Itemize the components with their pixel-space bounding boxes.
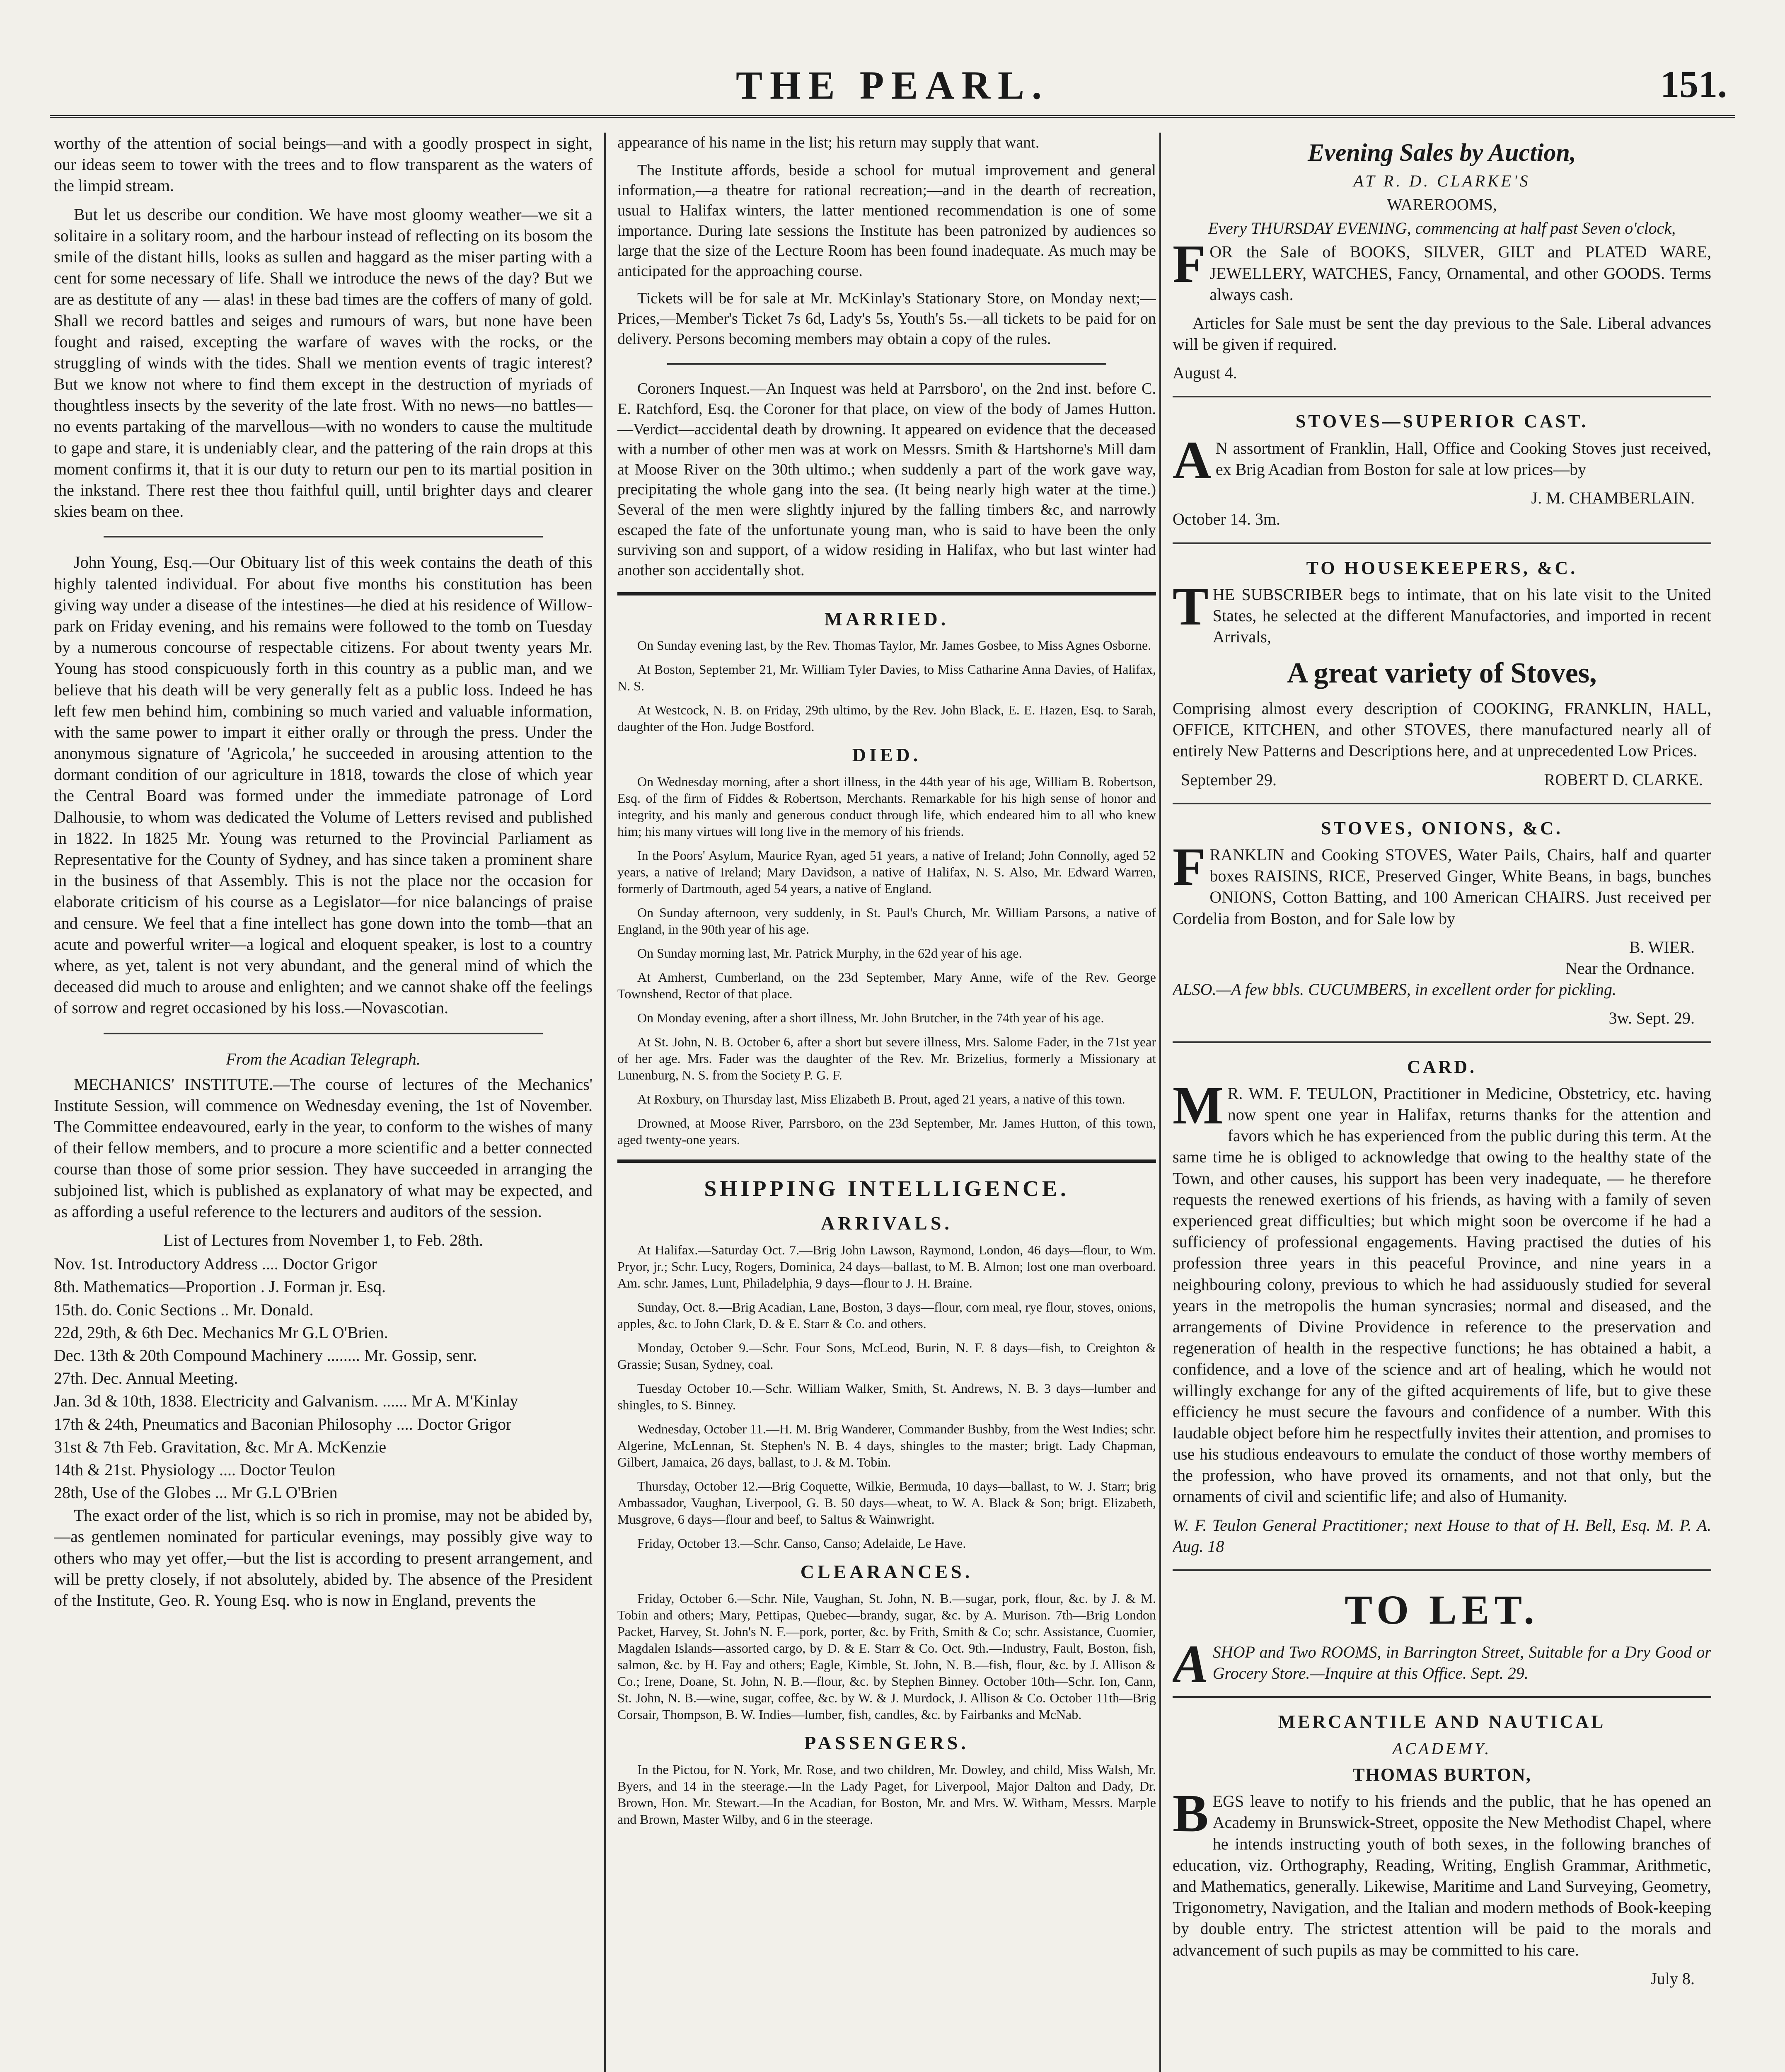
- shipping-item: Thursday, October 12.—Brig Coquette, Wilkie, Bermuda, 10 days—ballast, to W. J. Starr; brig Ambassador, Vaughan, Liverpool, G. B. 50 days—wheat, to W. A. Black & Son; brigt. Elizabeth, Musgrove, 6 days—flour and beef, to Saltus & Wainwright.: [617, 1479, 1156, 1527]
- died-list: [617, 773, 1156, 1148]
- shipping-item: Wednesday, October 11.—H. M. Brig Wanderer, Commander Bushby, from the West Indies; schr. Algerine, McLennan, St. Stephen's N. B. 4 days, shingles to the master; brigt. Lady Chapman, Gilbert, Jamaica, 26 days, ballast, to J. & M. Tobin.: [617, 1421, 1156, 1470]
- onions-also: ALSO.—A few bbls. CUCUMBERS, in excellent order for pickling.: [1173, 980, 1616, 999]
- card-ad: [1173, 1055, 1711, 1557]
- housekeepers-body: THE SUBSCRIBER begs to intimate, that on his late visit to the United States, he selected at the different Manufactories, and imported in recent Arrivals,: [1173, 576, 1711, 646]
- housekeepers-date: September 29.: [1181, 770, 1277, 789]
- housekeepers-ad: [1173, 557, 1711, 790]
- column-divider: [1159, 133, 1161, 2072]
- separator: [1173, 1041, 1711, 1043]
- article-paragraph: Tickets will be for sale at Mr. McKinlay's Stationary Store, on Monday next;—Prices,—Member's Ticket 7s 6d, Lady's 5s, Youth's 5s.—all tickets to be paid for on delivery. Persons becoming members may obtain a copy of the rules.: [617, 290, 1156, 348]
- lecture-item: 17th & 24th, Pneumatics and Baconian Philosophy .... Doctor Grigor: [54, 1414, 512, 1433]
- masthead: [50, 62, 1735, 124]
- academy-name: THOMAS BURTON,: [1352, 1764, 1531, 1785]
- auction-ad: [1173, 137, 1711, 383]
- lecture-item: 14th & 21st. Physiology .... Doctor Teulon: [54, 1460, 336, 1479]
- notice-item: On Monday evening, after a short illness, Mr. John Brutcher, in the 74th year of his age.: [637, 1010, 1104, 1026]
- academy-ad: [1173, 1710, 1711, 1989]
- lecture-list-title: List of Lectures from November 1, to Feb. 28th.: [163, 1231, 484, 1249]
- separator: [1173, 542, 1711, 544]
- separator: [1173, 1569, 1711, 1571]
- column-1: [54, 133, 593, 2072]
- onions-body: FRANKLIN and Cooking STOVES, Water Pails, Chairs, half and quarter boxes RAISINS, RICE, Preserved Ginger, White Beans, in bags, bunches ONIONS, Cotton Batting, and 100 American CHAIRS. Just received per Cordelia from Boston, and for Sale low by: [1173, 837, 1711, 928]
- to-let-heading: TO LET.: [1345, 1587, 1539, 1633]
- onions-address: Near the Ordnance.: [1565, 959, 1695, 978]
- separator: [1173, 803, 1711, 804]
- notice-item: On Sunday afternoon, very suddenly, in St. Paul's Church, Mr. William Parsons, a native of England, in the 90th year of his age.: [617, 905, 1156, 937]
- section-heading-died: DIED.: [852, 744, 922, 766]
- onions-heading: STOVES, ONIONS, &C.: [1321, 818, 1563, 838]
- masthead-rule: [50, 115, 1735, 118]
- auction-date: August 4.: [1173, 363, 1237, 382]
- section-heading-passengers: PASSENGERS.: [804, 1732, 969, 1754]
- column-divider: [604, 133, 606, 2072]
- auction-body: Articles for Sale must be sent the day previous to the Sale. Liberal advances will be given if required.: [1173, 313, 1711, 354]
- mechanics-institute-article: MECHANICS' INSTITUTE.—The course of lectures of the Mechanics' Institute Session, will commence on Wednesday evening, the 1st of November. The Committee endeavoured, early in the year, to conform to the wishes of many of their fellow members, and to procure a more scientific and a better connected course than those of some prior session. They have succeeded in arranging the subjoined list, which is published as explanatory of what may be expected, and as affording a useful reference to the lecturers and auditors of the session.: [54, 1075, 593, 1221]
- shipping-item: Sunday, Oct. 8.—Brig Acadian, Lane, Boston, 3 days—flour, corn meal, rye flour, stoves, onions, apples, &c. to John Clark, D. & E. Starr & Co. and others.: [617, 1300, 1156, 1331]
- obituary-young: John Young, Esq.—Our Obituary list of this week contains the death of this highly talented individual. For about five months his constitution has been giving way under a disease of the intestines—he died at his residence of Willow-park on Friday evening, and his remains were followed to the tomb on Tuesday by a numerous concourse of respectable citizens. For about twenty years Mr. Young has stood conspicuously forth in this country as a public man, and we believe that his death will be very generally felt as a public loss. Indeed he has left few men behind him, combining so much varied and valuable information, with the same power to impart it either orally or through the press. Under the anonymous signature of 'Agricola,' he succeeded in arousing attention to the dormant condition of our agriculture in 1818, towards the close of which year the Central Board was formed under the immediate patronage of Lord Dalhousie, to whom was dedicated the Volume of Letters revised and published in 1822. In 1825 Mr. Young was returned to the Provincial Parliament as Representative for the County of Sydney, and has since taken a prominent share in the business of that Assembly. This is not the place nor the occasion for elaborate criticism of his course as a Legislator—for nice balancings of praise and censure. We feel that a fine intellect has gone down into the tomb—that an acute and powerful writer—a logical and eloquent speaker, is lost to a country where, as yet, talent is not very abundant, and the general mind of which the deceased did much to arouse and enlighten; and we cannot shake off the feelings of sorrow and regret occasioned by his loss.—Novascotian.: [54, 553, 593, 1017]
- section-heading-married: MARRIED.: [824, 608, 949, 629]
- clearances-block: [617, 1590, 1156, 1723]
- housekeepers-dateline: [1181, 769, 1703, 790]
- lecture-item: 27th. Dec. Annual Meeting.: [54, 1369, 238, 1388]
- separator: [1173, 396, 1711, 397]
- column-2: [617, 133, 1156, 2072]
- column-3: [1173, 133, 1711, 2072]
- article-paragraph: The exact order of the list, which is so rich in promise, may not be abided by,—as gentlemen nominated for particular evenings, may possibly give way to others who may yet offer,—but the list is according to present arrangement, and will be pretty closely, if not absolutely, abided by. The absence of the President of the Institute, Geo. R. Young Esq. who is now in England, prevents the: [54, 1506, 593, 1610]
- onions-date: 3w. Sept. 29.: [1608, 1009, 1695, 1028]
- page-title: THE PEARL.: [735, 63, 1050, 107]
- academy-body: BEGS leave to notify to his friends and the public, that he has opened an Academy in Brunswick-Street, opposite the New Methodist Chapel, where he intends instructing youth of both sexes, in the following branches of education, viz. Orthography, Reading, Writing, English Grammar, Arithmetic, and Mathematics, generally. Likewise, Maritime and Land Surveying, Geometry, Trigonometry, Navigation, and the Italian and modern methods of Book-keeping by double entry. The strictest attention will be paid to the morals and advancement of such pupils as may be committed to his care.: [1173, 1784, 1711, 1959]
- shipping-item: Monday, October 9.—Schr. Four Sons, McLeod, Burin, N. F. 8 days—fish, to Creighton & Grassie; Susan, Sydney, coal.: [617, 1340, 1156, 1372]
- article-paragraph: worthy of the attention of social beings—and with a goodly prospect in sight, our ideas seem to tower with the trees and to flow transparent as the waters of the limpid stream.: [54, 134, 593, 195]
- shipping-item: Friday, October 13.—Schr. Canso, Canso; Adelaide, Le Have.: [637, 1536, 966, 1551]
- lecture-item: 31st & 7th Feb. Gravitation, &c. Mr A. McKenzie: [54, 1437, 387, 1456]
- stoves-body: AN assortment of Franklin, Hall, Office and Cooking Stoves just received, ex Brig Acadian from Boston for sale at low prices—by: [1173, 430, 1711, 490]
- housekeepers-feature: A great variety of Stoves,: [1287, 657, 1597, 690]
- lecture-item: 22d, 29th, & 6th Dec. Mechanics Mr G.L O'Brien.: [54, 1323, 388, 1342]
- card-heading: CARD.: [1407, 1056, 1477, 1077]
- housekeepers-signature: ROBERT D. CLARKE.: [1544, 770, 1703, 789]
- passengers-text: In the Pictou, for N. York, Mr. Rose, and two children, Mr. Dowley, and child, Miss Walsh, Mr. Byers, and 14 in the steerage.—In the Lady Paget, for Liverpool, Major Dalton and Dady, Dr. Brown, Hon. Mr. Stewart.—In the Acadian, for Boston, Mr. and Mrs. W. Witham, Messrs. Marple and Brown, Master Wilby, and 6 in the steerage.: [617, 1762, 1156, 1827]
- onions-signature: B. WIER.: [1629, 937, 1695, 956]
- stoves-date: October 14. 3m.: [1173, 510, 1280, 529]
- lecture-item: Dec. 13th & 20th Compound Machinery ........ Mr. Gossip, senr.: [54, 1346, 477, 1365]
- stoves-signature: J. M. CHAMBERLAIN.: [1531, 489, 1695, 508]
- stoves-ad: [1173, 410, 1711, 530]
- lecture-item: 15th. do. Conic Sections .. Mr. Donald.: [54, 1300, 314, 1319]
- page-number: 151.: [1660, 63, 1727, 105]
- notice-item: At St. John, N. B. October 6, after a short but severe illness, Mrs. Salome Fader, in the 71st year of her age. Mrs. Fader was the daughter of the Rev. Mr. Brizelius, formerly a Missionary at Lunenburg, N. S. from the Society P. G. F.: [617, 1034, 1156, 1083]
- separator: [617, 592, 1156, 595]
- article-paragraph: But let us describe our condition. We have most gloomy weather—we sit a solitaire in a solitary room, and the harbour instead of reflecting on its bosom the smile of the distant hills, looks as sullen and haggard as the miser parting with a cent for some necessary of life. Shall we introduce the news of the day? But we are as destitute of any — alas! in these bad times are the coffers of many of gold. Shall we record battles and seiges and rumours of wars, but none have been fought and raised, excepting the warfare of waves with the rocks, or the struggling of winds with the tides. Shall we mention events of tragic interest? But we know not where to find them except in the destruction of myriads of thoughtless insects by the severity of the late frost. With no news—no battles—no events partaking of the marvellous—with no wonders to cause the multitude to gape and stare, it is undeniably clear, and the pattering of the rain drops at this moment confirms it, that it is our duty to return our pen to its martial position in the inkstand. There rest thee thou faithful quill, until brighter days and clearer skies beam on thee.: [54, 205, 593, 521]
- passengers-block: [617, 1761, 1156, 1828]
- auction-body: FOR the Sale of BOOKS, SILVER, GILT and PLATED WARE, JEWELLERY, WATCHES, Fancy, Ornamental, and other GOODS. Terms always cash.: [1173, 234, 1711, 304]
- separator: [104, 536, 543, 537]
- section-heading-shipping: SHIPPING INTELLIGENCE.: [704, 1176, 1069, 1201]
- housekeepers-body: Comprising almost every description of COOKING, FRANKLIN, HALL, OFFICE, KITCHEN, and other STOVES, there manufactured nearly all of entirely New Patterns and Descriptions here, and at unprecedented Low Prices.: [1173, 699, 1711, 760]
- auction-rooms: WAREROOMS,: [1387, 195, 1497, 214]
- lecture-item: 28th, Use of the Globes ... Mr G.L O'Brien: [54, 1483, 338, 1502]
- lecture-item: Jan. 3d & 10th, 1838. Electricity and Galvanism. ...... Mr A. M'Kinlay: [54, 1392, 518, 1411]
- shipping-item: Tuesday October 10.—Schr. William Walker, Smith, St. Andrews, N. B. 3 days—lumber and shingles, to S. Binney.: [617, 1381, 1156, 1413]
- auction-title: Evening Sales by Auction,: [1308, 139, 1576, 166]
- academy-heading: MERCANTILE AND NAUTICAL: [1278, 1711, 1606, 1732]
- academy-subheading: ACADEMY.: [1392, 1739, 1492, 1758]
- coroners-inquest: Coroners Inquest.—An Inquest was held at Parrsboro', on the 2nd inst. before C. E. Ratchford, Esq. the Coroner for that place, on view of the body of James Hutton.—Verdict—accidental death by drowning. It appeared on evidence that the deceased with a number of other men was at work on Messrs. Smith & Hartshorne's Mill dam at Moose River on the 30th ultimo.; when suddenly a part of the work gave way, precipitating the whole gang into the sea. (It being nearly high water at the time.) Several of the men were slightly injured by the falling timbers &c, and narrowly escaped the fate of the unfortunate young man, who is said to have been the only surviving son and support, of a widow residing in Halifax, who but last winter had another son accidentally shot.: [617, 380, 1156, 579]
- shipping-item: At Halifax.—Saturday Oct. 7.—Brig John Lawson, Raymond, London, 46 days—flour, to Wm. Pryor, jr.; Schr. Lucy, Rogers, Dominica, 24 days—ballast, to M. B. Almon; lost one man overboard. Am. schr. James, Lunt, Philadelphia, 9 days—flour to J. H. Braine.: [617, 1242, 1156, 1291]
- notice-item: On Wednesday morning, after a short illness, in the 44th year of his age, William B. Robertson, Esq. of the firm of Fiddes & Robertson, Merchants. Remarkable for his high sense of honor and integrity, and his manly and generous conduct through life, which endeared him to all who knew him; his many virtues will long live in the memory of his friends.: [617, 774, 1156, 839]
- separator: [617, 1159, 1156, 1163]
- source-credit: From the Acadian Telegraph.: [226, 1049, 421, 1068]
- card-body: MR. WM. F. TEULON, Practitioner in Medicine, Obstetricy, etc. having now spent one year in Halifax, returns thanks for the attention and favors which he has experienced from the public during this term. At the same time he is obliged to acknowledge that owing to the healthy state of the Town, and other causes, his support has been very inadequate, — he therefore requests the renewed exertions of his friends, as having with a family of seven experienced great difficulties; but which might soon be overcome if he had a sufficiency of professional engagements. Having practised the duties of his profession three years in this peaceful Province, and nine years in a neighbouring colony, previous to which he had assiduously studied for several years in the metropolis the human syncrasies; normal and diseased, and the arrangements of Divine Providence in reference to the preservation and regeneration of health in the respective functions; he has obtained a habit, a confidence, and a love of the science and art of healing, which he would not willingly exchange for any of the gifted acquirements of life, but to give these efficiency he must secure the favours and confidence of a number. With this laudable object before him he respectfully invites their attention, and promises to use his studious endeavours to emulate the conduct of those worthy members of the profession, who have proved its ornaments, and not that only, but the ornaments of civil and scientific life; and also of Humanity.: [1173, 1075, 1711, 1506]
- notice-item: At Westcock, N. B. on Friday, 29th ultimo, by the Rev. John Black, E. E. Hazen, Esq. to Sarah, daughter of the Hon. Judge Bostford.: [617, 702, 1156, 734]
- notice-item: At Amherst, Cumberland, on the 23d September, Mary Anne, wife of the Rev. George Townshend, Rector of that place.: [617, 970, 1156, 1002]
- separator: [104, 1033, 543, 1034]
- academy-date: July 8.: [1650, 1969, 1695, 1988]
- section-heading-arrivals: ARRIVALS.: [821, 1213, 953, 1234]
- housekeepers-heading: TO HOUSEKEEPERS, &C.: [1306, 557, 1578, 578]
- notice-item: Drowned, at Moose River, Parrsboro, on the 23d September, Mr. James Hutton, of this town, aged twenty-one years.: [617, 1116, 1156, 1147]
- separator: [1173, 1696, 1711, 1698]
- notice-item: On Sunday morning last, Mr. Patrick Murphy, in the 62d year of his age.: [637, 946, 1022, 961]
- to-let-ad: [1173, 1583, 1711, 1694]
- lecture-item: Nov. 1st. Introductory Address .... Doctor Grigor: [54, 1254, 377, 1273]
- auction-subtitle: AT R. D. CLARKE'S: [1353, 171, 1531, 190]
- lecture-item: 8th. Mathematics—Proportion . J. Forman jr. Esq.: [54, 1277, 386, 1296]
- section-heading-clearances: CLEARANCES.: [800, 1561, 973, 1583]
- lecture-list: [54, 1253, 593, 1503]
- notice-item: On Sunday evening last, by the Rev. Thomas Taylor, Mr. James Gosbee, to Miss Agnes Osborne.: [637, 638, 1151, 653]
- married-list: [617, 637, 1156, 735]
- to-let-body: ASHOP and Two ROOMS, in Barrington Street, Suitable for a Dry Good or Grocery Store.—Inquire at this Office. Sept. 29.: [1173, 1634, 1711, 1694]
- separator: [667, 363, 1106, 365]
- onions-ad: [1173, 817, 1711, 1029]
- stoves-heading: STOVES—SUPERIOR CAST.: [1295, 411, 1589, 432]
- clearances-text: Friday, October 6.—Schr. Nile, Vaughan, St. John, N. B.—sugar, pork, flour, &c. by J. & M. Tobin and others; Mary, Pettipas, Quebec—brandy, sugar, &c. by A. Murison. 7th—Brig London Packet, Harvey, St. John's N. F.—pork, porter, &c. by Frith, Smith & Co; schr. Assistance, Cuomier, Magdalen Islands—assorted cargo, by D. & E. Starr & Co. Oct. 9th.—Industry, Fault, Boston, fish, salmon, &c. by H. Fay and others; Eagle, Kimble, St. John, N. B.—fish, flour, &c. by J. Allison & Co.; Irene, Doane, St. John, N. B.—flour, &c. by Stephen Binney. October 10th—Schr. Ion, Cann, St. John, N. B.—wine, sugar, coffee, &c. by W. & J. Murdock, J. Allison & Co. October 11th—Brig Corsair, Thompson, B. W. Indies—lumber, fish, candles, &c. by Fairbanks and McNab.: [617, 1591, 1156, 1722]
- card-signature: W. F. Teulon General Practitioner; next House to that of H. Bell, Esq. M. P. A. Aug. 18: [1173, 1515, 1711, 1556]
- notice-item: At Roxbury, on Thursday last, Miss Elizabeth B. Prout, aged 21 years, a native of this town.: [637, 1092, 1125, 1107]
- arrivals-list: [617, 1242, 1156, 1552]
- article-paragraph: appearance of his name in the list; his return may supply that want.: [617, 134, 1040, 151]
- notice-item: At Boston, September 21, Mr. William Tyler Davies, to Miss Catharine Anna Davies, of Halifax, N. S.: [617, 662, 1156, 694]
- notice-item: In the Poors' Asylum, Maurice Ryan, aged 51 years, a native of Ireland; John Connolly, aged 52 years, a native of Ireland; Mary Davidson, a native of Halifax, N. S. Also, Mr. Edward Warren, formerly of Dartmouth, aged 54 years, a native of England.: [617, 848, 1156, 896]
- auction-schedule: Every THURSDAY EVENING, commencing at half past Seven o'clock,: [1208, 219, 1676, 238]
- article-paragraph: The Institute affords, beside a school for mutual improvement and general information,—a theatre for rational recreation;—and in the dearth of recreation, usual to Halifax winters, the latter mentioned recommendation is one of some importance. During late sessions the Institute has been patronized by audiences so large that the size of the Lecture Room has been found inadequate. As much may be anticipated for the approaching course.: [617, 161, 1156, 280]
